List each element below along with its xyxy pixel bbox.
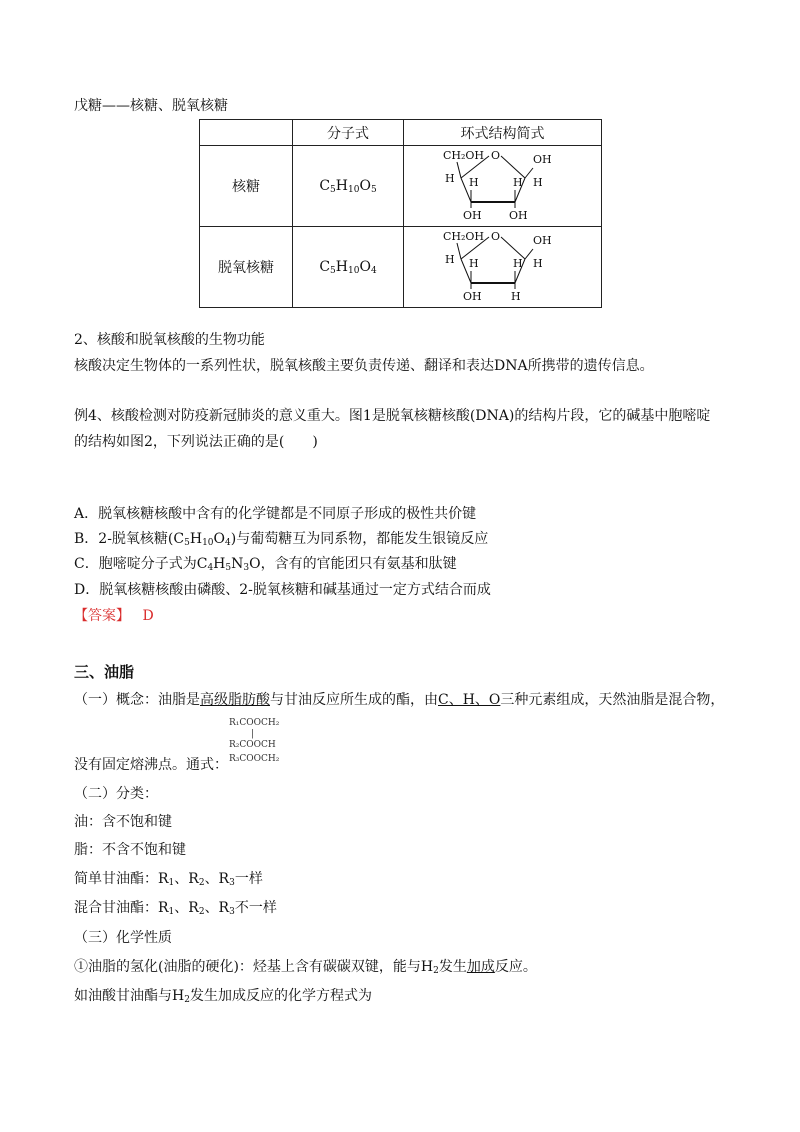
header-structure: 环式结构简式 <box>404 120 602 146</box>
option-c: C．胞嘧啶分子式为$C_4H_5N_3O$，含有的官能团只有氨基和肽键 <box>74 556 457 573</box>
simple-glyceride: 简单甘油酯：$R_1$、$R_2$、$R_3$一样 <box>74 871 263 888</box>
molecular-formula: $C_5H_{10}O_5$ <box>293 146 404 227</box>
ch2oh-label: CH₂OH <box>442 149 484 162</box>
h-label: H <box>444 253 455 266</box>
ring-oxygen-label: O <box>490 149 500 162</box>
ring-structure <box>404 227 602 308</box>
concept-line: （一）概念：油脂是高级脂肪酸与甘油反应所生成的酯，由C、H、O三种元素组成，天然油脂是混合物， <box>74 692 725 708</box>
example-4-line2: 的结构如图2，下列说法正确的是( ) <box>74 434 318 450</box>
ribose-structure-diagram <box>433 146 573 222</box>
ch2oh-label: CH₂OH <box>442 230 484 243</box>
glyceride-general-formula: R₁COOCH₂ | R₂COOCH R₃COOCH₂ <box>229 718 280 764</box>
oh-label: OH <box>462 290 482 303</box>
h-label: H <box>468 176 479 189</box>
table-row <box>200 227 602 308</box>
option-a: A．脱氧核糖核酸中含有的化学键都是不同原子形成的极性共价键 <box>74 506 477 522</box>
header-empty <box>200 120 293 146</box>
oh-label: OH <box>462 209 482 222</box>
section-2-title: 2、核酸和脱氧核酸的生物功能 <box>74 332 265 348</box>
h-label: H <box>510 290 521 303</box>
pentose-title: 戊糖——核糖、脱氧核糖 <box>74 98 228 114</box>
example-4-line1: 例4、核酸检测对防疫新冠肺炎的意义重大。图1是脱氧核糖核酸(DNA)的结构片段，它的碱基中胞嘧啶 <box>74 408 711 424</box>
section-2-text: 核酸决定生物体的一系列性状，脱氧核酸主要负责传递、翻译和表达DNA所携带的遗传信息。 <box>74 358 654 374</box>
h-label: H <box>512 257 523 270</box>
ring-structure <box>404 146 602 227</box>
deoxyribose-structure-diagram <box>433 227 573 303</box>
chemical-properties-title: （三）化学性质 <box>74 930 172 946</box>
h-label: H <box>444 172 455 185</box>
option-b: B．2-脱氧核糖$(C_5H_{10}O_4)$与葡萄糖互为同系物，都能发生银镜反应 <box>74 531 489 548</box>
option-d: D．脱氧核糖核酸由磷酸、2-脱氧核糖和碱基通过一定方式结合而成 <box>74 582 491 598</box>
h-label: H <box>532 257 543 270</box>
sugar-name: 脱氧核糖 <box>200 227 293 308</box>
mixed-glyceride: 混合甘油酯：$R_1$、$R_2$、$R_3$不一样 <box>74 900 277 917</box>
ring-oxygen-label: O <box>490 230 500 243</box>
answer-value: D <box>142 608 154 624</box>
oh-label: OH <box>532 153 552 166</box>
fat-definition: 脂：不含不饱和键 <box>74 842 186 858</box>
molecular-formula: $C_5H_{10}O_4$ <box>293 227 404 308</box>
equation-line: 如油酸甘油酯与$H_2$发生加成反应的化学方程式为 <box>74 988 372 1005</box>
section-3-title: 三、油脂 <box>74 663 135 681</box>
h-label: H <box>468 257 479 270</box>
answer-label: 【答案】 <box>74 608 130 624</box>
oh-label: OH <box>532 234 552 247</box>
hydrogenation-line: ①油脂的氢化(油脂的硬化)：烃基上含有碳碳双键，能与$H_2$发生加成反应。 <box>74 959 537 976</box>
answer <box>74 606 154 626</box>
table-header-row <box>200 120 602 146</box>
h-label: H <box>532 176 543 189</box>
oh-label: OH <box>508 209 528 222</box>
h-label: H <box>512 176 523 189</box>
table-row <box>200 146 602 227</box>
sugar-table <box>199 119 602 308</box>
sugar-name: 核糖 <box>200 146 293 227</box>
header-formula: 分子式 <box>293 120 404 146</box>
general-formula-line: 没有固定熔沸点。通式： <box>74 757 228 773</box>
classification-title: （二）分类： <box>74 786 158 802</box>
oil-definition: 油：含不饱和键 <box>74 814 172 830</box>
